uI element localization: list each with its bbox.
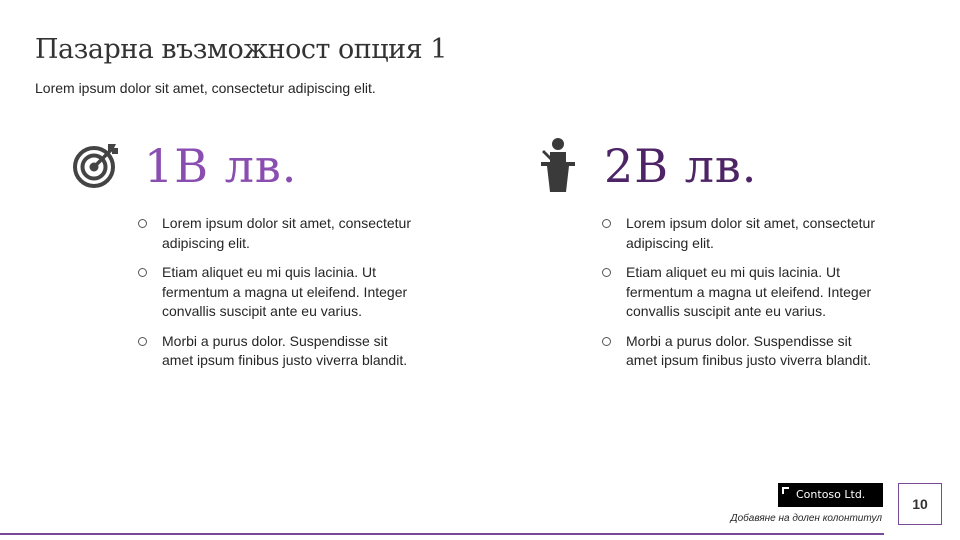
- logo-corner-mark: [782, 487, 789, 494]
- option-column-2: [538, 130, 875, 368]
- list-item: [600, 263, 880, 322]
- price-value: 1B лв.: [144, 139, 298, 193]
- column-header: [538, 130, 838, 200]
- bullet-list: [600, 214, 880, 381]
- option-column-1: [70, 130, 411, 368]
- logo-text: Contoso Ltd.: [796, 488, 866, 501]
- bullet-text: Etiam aliquet eu mi quis lacinia. Ut fermentum a magna ut eleifend. Integer convallis suscipit ante eu varius.: [162, 264, 408, 319]
- list-item: [600, 214, 880, 253]
- bullet-text: Lorem ipsum dolor sit amet, consectetur adipiscing elit.: [162, 215, 411, 251]
- column-header: [70, 130, 370, 200]
- bullet-text: Morbi a purus dolor. Suspendisse sit amet ipsum finibus justo viverra blandit.: [626, 332, 872, 368]
- page-number: 10: [898, 483, 942, 525]
- target-icon: [72, 140, 122, 190]
- price-value: 2B лв.: [604, 139, 758, 193]
- bullet-circle-icon: [602, 337, 611, 346]
- bottom-divider: [0, 533, 884, 535]
- bullet-circle-icon: [602, 219, 611, 228]
- footer-text: Добавяне на долен колонтитул: [730, 513, 882, 524]
- slide-subtitle: Lorem ipsum dolor sit amet, consectetur adipiscing elit.: [35, 80, 376, 96]
- bullet-text: Etiam aliquet eu mi quis lacinia. Ut fermentum a magna ut eleifend. Integer convallis suscipit ante eu varius.: [626, 264, 872, 319]
- list-item: [136, 263, 416, 322]
- bullet-circle-icon: [138, 337, 147, 346]
- bullet-circle-icon: [602, 268, 611, 277]
- list-item: [600, 332, 880, 371]
- list-item: [136, 332, 416, 371]
- bullet-circle-icon: [138, 268, 147, 277]
- list-item: [136, 214, 416, 253]
- slide-title: Пазарна възможност опция 1: [35, 34, 447, 65]
- bullet-text: Lorem ipsum dolor sit amet, consectetur adipiscing elit.: [626, 215, 875, 251]
- bullet-list: [136, 214, 416, 381]
- company-logo: [778, 483, 883, 507]
- speaker-podium-icon: [538, 136, 578, 194]
- bullet-circle-icon: [138, 219, 147, 228]
- bullet-text: Morbi a purus dolor. Suspendisse sit amet ipsum finibus justo viverra blandit.: [162, 332, 408, 368]
